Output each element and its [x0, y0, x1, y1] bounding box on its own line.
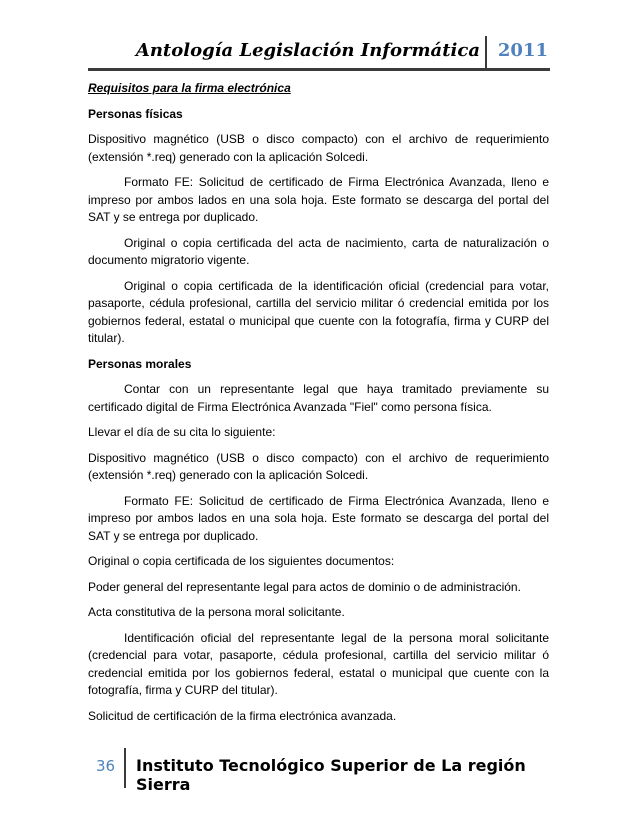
header-title: Antología Legislación Informática [135, 40, 480, 61]
paragraph: Formato FE: Solicitud de certificado de Firma Electrónica Avanzada, lleno e impreso por ambos lados en una sola hoja. Este formato se descarga del portal del SAT y se entrega por duplicado. [88, 493, 549, 543]
paragraph: Original o copia certificada de los siguientes documentos: [88, 554, 395, 568]
footer-separator [124, 748, 126, 788]
paragraph: Dispositivo magnético (USB o disco compacto) con el archivo de requerimiento (extensión *.req) generado con la aplicación Solcedi. [88, 132, 549, 164]
paragraph: Original o copia certificada de la identificación oficial (credencial para votar, pasaporte, cédula profesional, cartilla del servicio militar ó credencial emitida por los gobiernos federal, estatal o municipal que cuente con la fotografía, firma y CURP del titular). [88, 278, 549, 345]
header-year: 2011 [497, 40, 548, 61]
subsection-title-morales: Personas morales [88, 356, 192, 371]
section-title: Requisitos para la firma electrónica [88, 81, 291, 95]
paragraph: Llevar el día de su cita lo siguiente: [88, 425, 276, 439]
paragraph: Dispositivo magnético (USB o disco compacto) con el archivo de requerimiento (extensión *.req) generado con la aplicación Solcedi. [88, 450, 549, 482]
header-rule [88, 68, 550, 71]
page-number: 36 [96, 757, 116, 775]
footer-institution: Instituto Tecnológico Superior de La región Sierra [136, 756, 526, 794]
subsection-title-fisicas: Personas físicas [88, 106, 183, 121]
paragraph: Original o copia certificada del acta de nacimiento, carta de naturalización o documento migratorio vigente. [88, 235, 549, 267]
page-content [88, 80, 549, 733]
paragraph: Identificación oficial del representante legal de la persona moral solicitante (credencial para votar, pasaporte, cédula profesional, cartilla del servicio militar ó credencial emitida por los gobiernos federal, estatal o municipal que cuente con la fotografía, firma y CURP del titular). [88, 630, 549, 697]
page-footer [88, 748, 558, 794]
page-header [88, 32, 550, 72]
header-separator [485, 36, 487, 70]
paragraph: Formato FE: Solicitud de certificado de Firma Electrónica Avanzada, lleno e impreso por ambos lados en una sola hoja. Este formato se descarga del portal del SAT y se entrega por duplicado. [88, 175, 549, 224]
paragraph: Acta constitutiva de la persona moral solicitante. [88, 605, 345, 619]
paragraph: Solicitud de certificación de la firma electrónica avanzada. [88, 708, 397, 723]
paragraph: Contar con un representante legal que haya tramitado previamente su certificado digital de Firma Electrónica Avanzada "Fiel" como persona física. [88, 382, 549, 414]
paragraph: Poder general del representante legal para actos de dominio o de administración. [88, 579, 521, 594]
